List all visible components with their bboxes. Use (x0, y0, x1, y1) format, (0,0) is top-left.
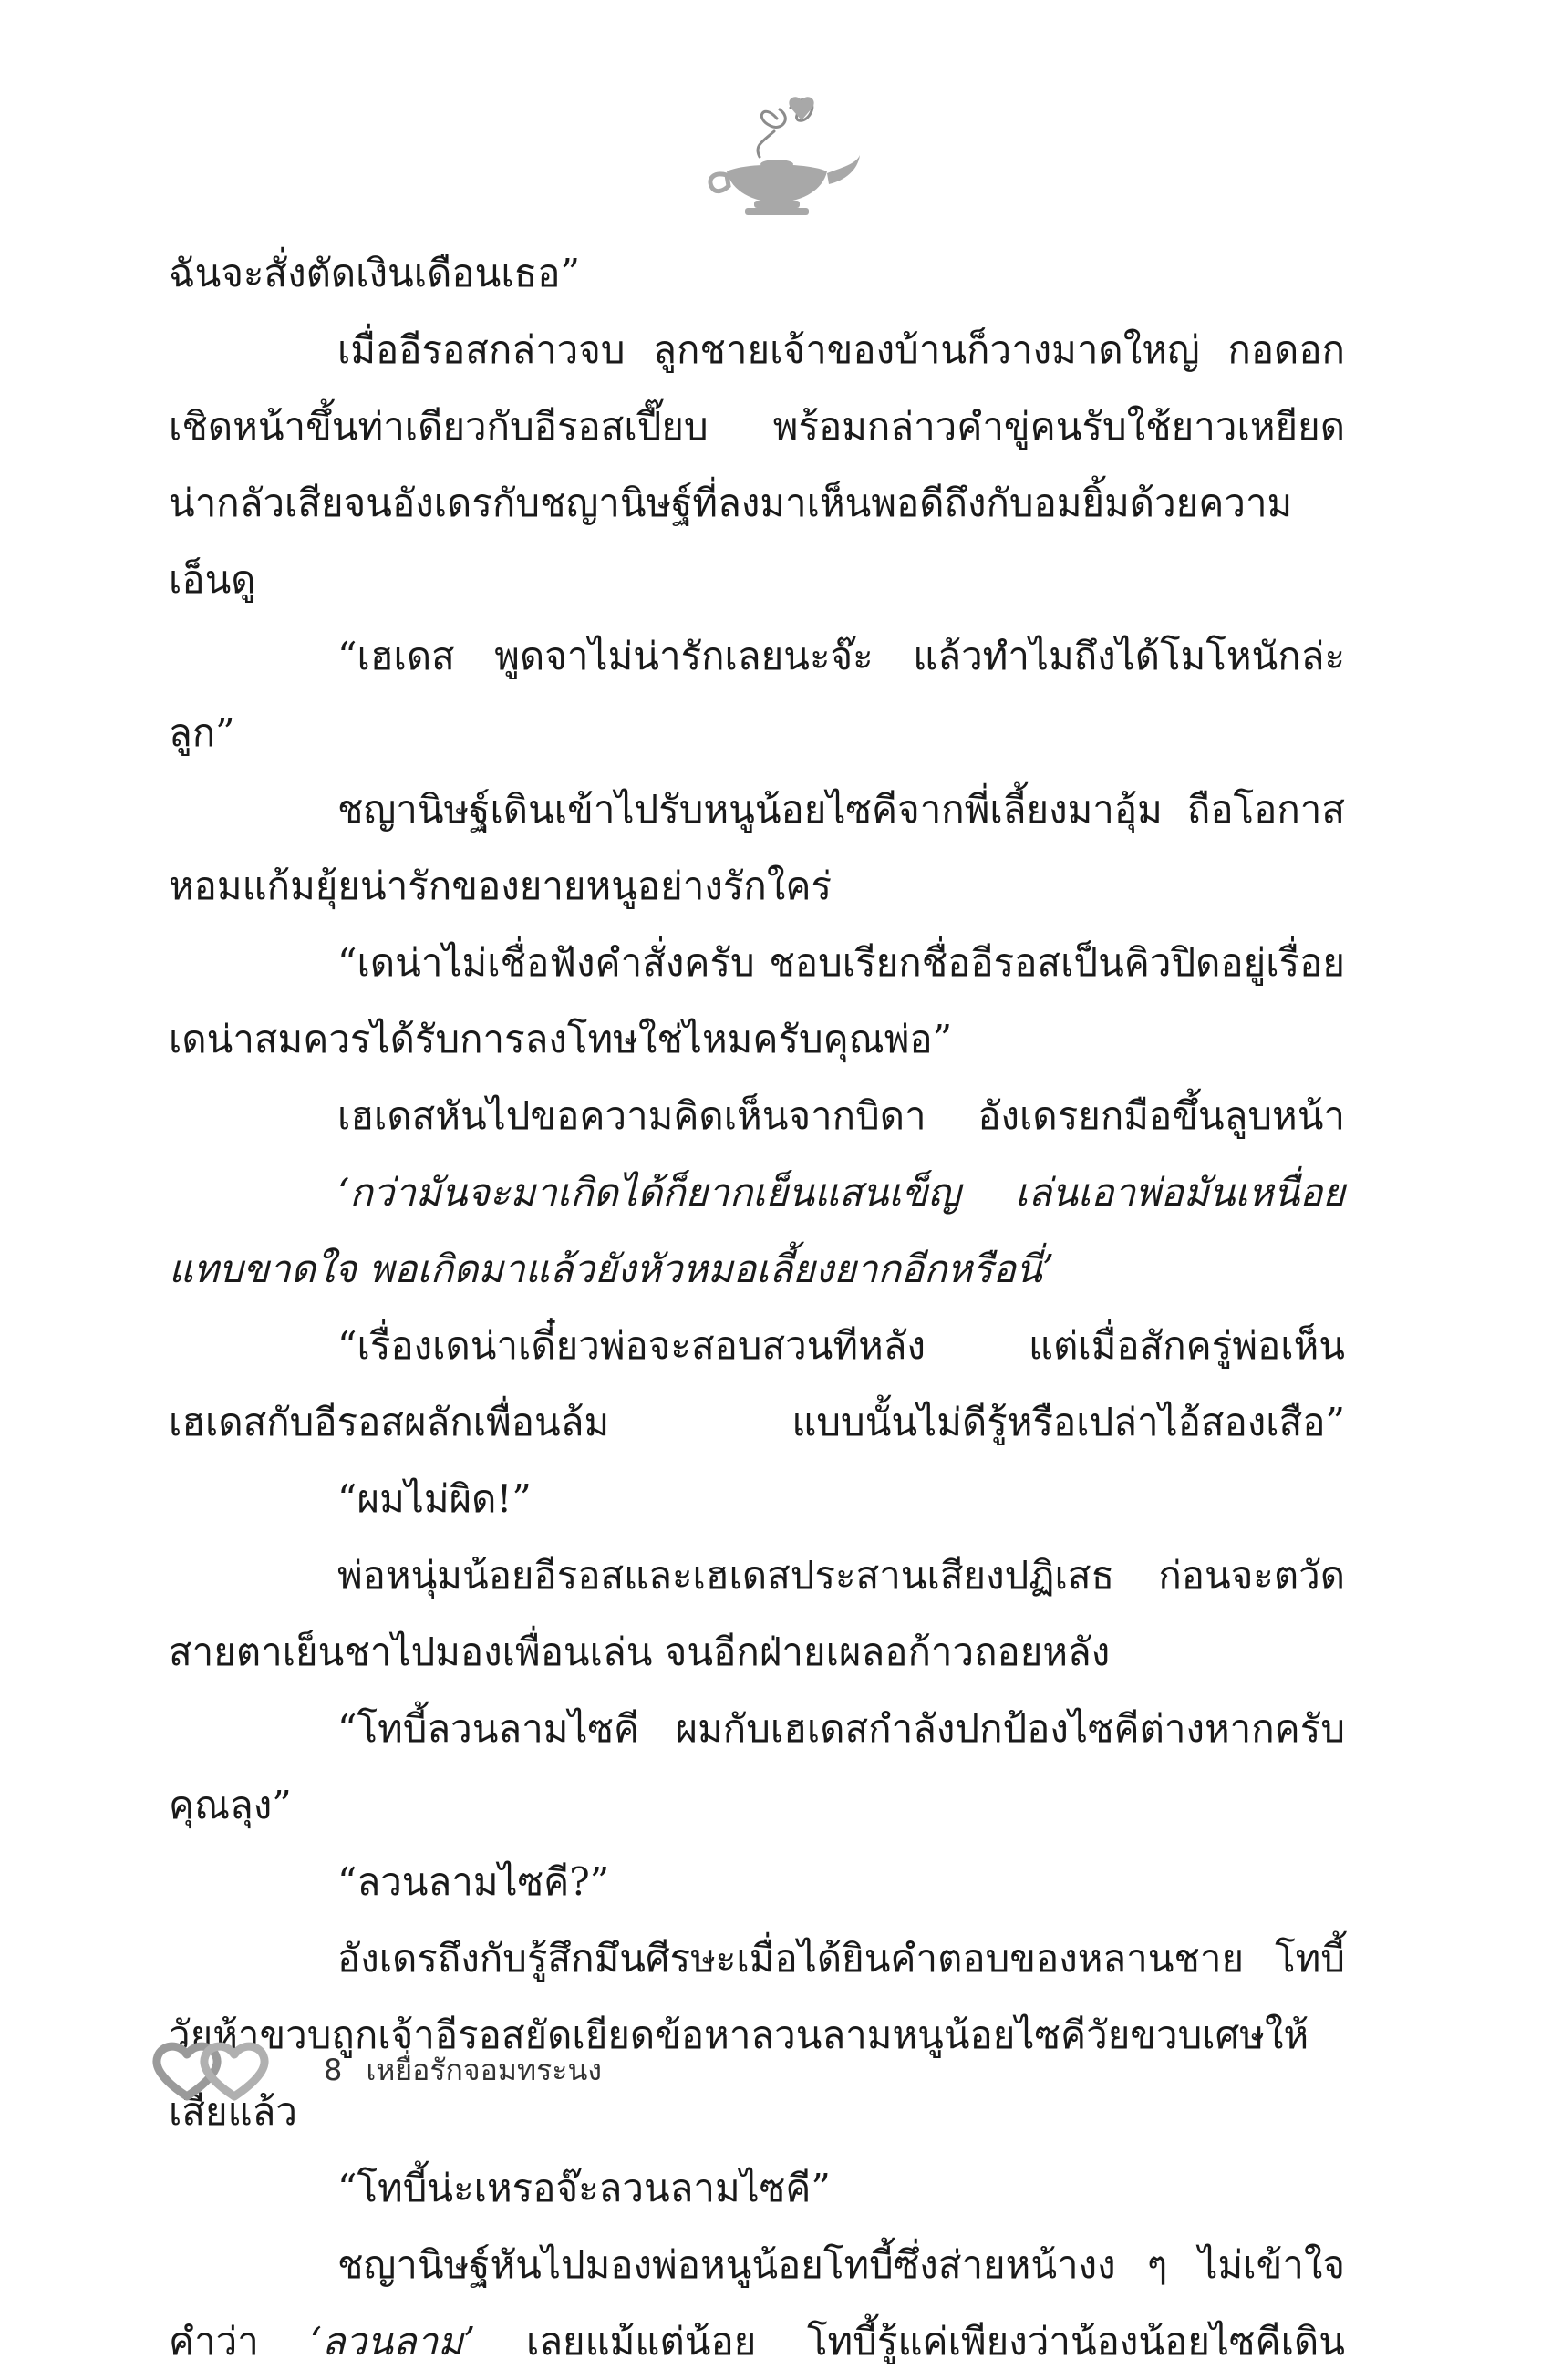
text-line: ฉันจะสั่งตัดเงินเดือนเธอ” (169, 251, 581, 295)
text-line: น่ากลัวเสียจนอังเดรกับชญานิษฐ์ที่ลงมาเห็นพอดีถึงกับอมยิ้มด้วยความ (169, 481, 1293, 525)
text-line: “ผมไม่ผิด!” (337, 1476, 532, 1521)
double-heart-icon (150, 2038, 287, 2102)
text-line: ชญานิษฐ์หันไปมองพ่อหนูน้อยโทบี้ซึ่งส่ายหน้างง ๆ ไม่เข้าใจ (337, 2242, 1345, 2287)
page-number: 8 (324, 2053, 343, 2087)
text-line: ลูก” (169, 710, 235, 755)
text-line: เอ็นดู (169, 557, 256, 602)
text-line: เดน่าสมควรได้รับการลงโทษใช่ไหมครับคุณพ่อ” (169, 1017, 953, 1061)
text-line: เฮเดสกับอีรอสผลักเพื่อนล้ม แบบนั้นไม่ดีรู้หรือเปล่าไอ้สองเสือ” (169, 1400, 1345, 1444)
text-line: “เรื่องเดน่าเดี๋ยวพ่อจะสอบสวนทีหลัง แต่เมื่อสักครู่พ่อเห็น (337, 1323, 1345, 1368)
text-line: “เฮเดส พูดจาไม่น่ารักเลยนะจ๊ะ แล้วทำไมถึงได้โมโหนักล่ะ (337, 634, 1345, 678)
text-line: หอมแก้มยุ้ยน่ารักของยายหนูอย่างรักใคร่ (169, 864, 833, 908)
text-line: “ลวนลามไซคี?” (337, 1859, 610, 1904)
genie-lamp-icon (690, 91, 864, 219)
text-line-italic: แทบขาดใจ พอเกิดมาแล้วยังหัวหมอเลี้ยงยากอีกหรือนี่’ (169, 1247, 1055, 1291)
text-line: เมื่ออีรอสกล่าวจบ ลูกชายเจ้าของบ้านก็วางมาดใหญ่ กอดอก (337, 327, 1345, 372)
text-line: เสียแล้ว (169, 2089, 297, 2134)
text-fragment-italic: ‘ลวนลาม’ (309, 2319, 476, 2364)
text-line (169, 2303, 1345, 2380)
text-line: “เดน่าไม่เชื่อฟังคำสั่งครับ ชอบเรียกชื่ออีรอสเป็นคิวปิดอยู่เรื่อย (337, 940, 1345, 985)
text-line: คุณลุง” (169, 1783, 292, 1827)
text-line: เฮเดสหันไปขอความคิดเห็นจากบิดา อังเดรยกมือขึ้นลูบหน้า (337, 1093, 1345, 1138)
text-fragment: เลยแม้แต่น้อย โทบี้รู้แค่เพียงว่าน้องน้อยไซคีเดิน (475, 2319, 1345, 2364)
text-line: ชญานิษฐ์เดินเข้าไปรับหนูน้อยไซคีจากพี่เลี้ยงมาอุ้ม ถือโอกาส (337, 787, 1345, 832)
page-footer (150, 2038, 602, 2102)
text-line: “โทบี้ลวนลามไซคี ผมกับเฮเดสกำลังปกป้องไซคีต่างหากครับ (337, 1706, 1345, 1751)
text-line: วัยห้าขวบถูกเจ้าอีรอสยัดเยียดข้อหาลวนลามหนูน้อยไซคีวัยขวบเศษให้ (169, 2013, 1309, 2057)
text-line: เชิดหน้าขึ้นท่าเดียวกับอีรอสเปี๊ยบ พร้อมกล่าวคำขู่คนรับใช้ยาวเหยียด (169, 404, 1345, 449)
text-line: สายตาเย็นชาไปมองเพื่อนเล่น จนอีกฝ่ายเผลอก้าวถอยหลัง (169, 1630, 1111, 1674)
book-title: เหยื่อรักจอมทระนง (366, 2052, 602, 2087)
text-line: “โทบี้น่ะเหรอจ๊ะลวนลามไซคี” (337, 2166, 831, 2210)
text-line: อังเดรถึงกับรู้สึกมึนศีรษะเมื่อได้ยินคำตอบของหลานชาย โทบี้ (337, 1936, 1345, 1981)
text-line: พ่อหนุ่มน้อยอีรอสและเฮเดสประสานเสียงปฏิเสธ ก่อนจะตวัด (337, 1553, 1345, 1598)
text-line-italic: ‘กว่ามันจะมาเกิดได้ก็ยากเย็นแสนเข็ญ เล่นเอาพ่อมันเหนื่อย (337, 1170, 1345, 1215)
text-fragment: คำว่า (169, 2319, 310, 2364)
